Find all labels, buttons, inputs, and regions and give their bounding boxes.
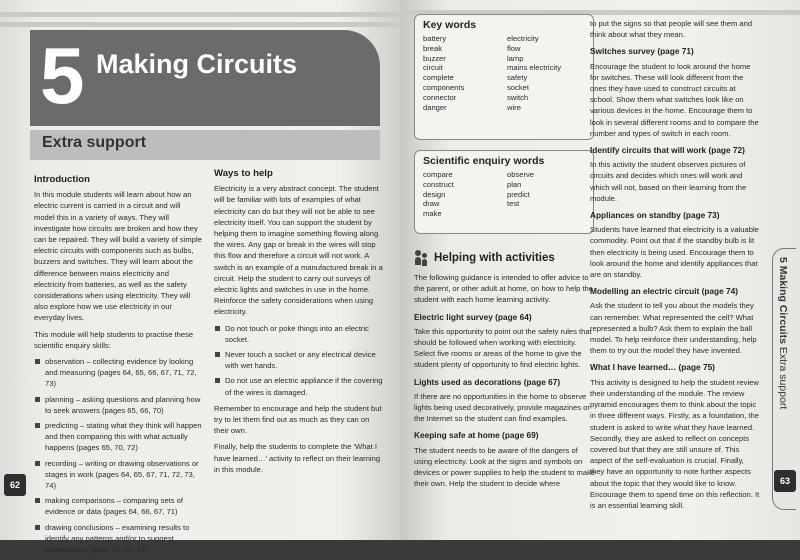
activity-heading: What I have learned… (page 75) — [590, 362, 715, 373]
introduction-paragraph: In this module students will learn about how an electric current is carried in a circuit and will model this in a variety of ways. They will investigate how circuits are broken and how they can be repaired. They will build a variety of simple electric circuits with components such as bulbs, buzzers and switches. They will learn about the difference between mains electricity and electricity from batteries, as well as the safety considerations when using electricity. They will also explore how we use electricity in our everyday lives. — [34, 190, 202, 323]
activity-heading: Switches survey (page 71) — [590, 46, 694, 57]
key-word: circuit — [423, 63, 443, 73]
enquiry-word: draw — [423, 199, 440, 209]
activity-heading: Electric light survey (page 64) — [414, 311, 532, 322]
activity-body: If there are no opportunities in the home to observe lights being used decoratively, provide magazines or the Internet so the student can find examples. — [414, 391, 590, 424]
key-word: switch — [507, 92, 529, 102]
list-item: drawing conclusions – examining results to identify any patterns and/or to suggest explanations (page 64, 65, 71) — [34, 522, 202, 556]
helping-column — [414, 272, 596, 494]
key-word: electricity — [507, 34, 539, 43]
helping-intro: The following guidance is intended to offer advice to the parent, or other adult at home, on how to help the student with each home learning activity. — [414, 273, 593, 305]
key-words-box — [414, 14, 594, 140]
key-word: buzzer — [423, 53, 446, 63]
key-word: connector — [423, 92, 457, 102]
section-band — [30, 130, 380, 160]
enquiry-word: compare — [423, 170, 453, 179]
right-page — [400, 0, 800, 540]
key-word: break — [423, 43, 442, 53]
enquiry-word: test — [507, 199, 520, 209]
left-page — [0, 0, 400, 555]
key-words-grid — [423, 34, 585, 112]
enquiry-word: construct — [423, 179, 454, 189]
activity-heading: Appliances on standby (page 73) — [590, 210, 720, 221]
ways-paragraph: Remember to encourage and help the student but try to let them find out as much as they can on their own. — [214, 403, 382, 436]
activity-body: to put the signs so that people will see them and think about what they mean. — [590, 19, 753, 40]
list-item: Never touch a socket or any electrical device with wet hands. — [214, 349, 384, 371]
side-tab-sub: Extra support — [777, 346, 789, 410]
enquiry-word: plan — [507, 179, 522, 189]
page-number-left: 62 — [4, 474, 26, 496]
safety-list — [214, 323, 384, 398]
enquiry-words-title: Scientific enquiry words — [423, 155, 545, 167]
activity-body: This activity is designed to help the student review their understanding of the module. The review pyramid encourages them to think about the topic in three different ways. Firstly, as a foundation, the student is asked to write what they have learned. Secondly, they are asked to reflect on concepts covered but that they are still unsure of. This aspect of the self-evaluation is crucial. Finally, they have an opportunity to note further aspects about the topic that they would like to know. Encourage them to spend time on this reflection. It is an essential learning skill. — [590, 377, 760, 510]
activity-heading: Keeping safe at home (page 69) — [414, 430, 539, 441]
activity-body: Take this opportunity to point out the safety rules that should be followed when working with electricity. Select five rooms or areas of the home to give the student plenty of opportunity to find electric lights. — [414, 326, 592, 370]
list-item: observation – collecting evidence by looking and measuring (pages 64, 65, 66, 67, 71, 72, 73) — [34, 356, 202, 390]
list-item: Do not touch or poke things into an electric socket. — [214, 323, 384, 345]
key-word: lamp — [507, 53, 524, 63]
helping-heading-row — [414, 250, 555, 266]
top-rule — [0, 22, 400, 27]
key-words-col-1 — [423, 34, 507, 112]
ways-to-help-heading: Ways to help — [214, 168, 273, 179]
enquiry-words-grid — [423, 170, 585, 219]
enquiry-skills-list — [34, 356, 202, 555]
key-word: complete — [423, 73, 454, 83]
key-words-title: Key words — [423, 19, 477, 31]
list-item: making comparisons – comparing sets of evidence or data (pages 64, 66, 67, 71) — [34, 495, 202, 517]
key-word: wire — [507, 102, 521, 112]
ways-paragraph: Finally, help the students to complete the 'What I have learned…' activity to reflect on their learning in this module. — [214, 442, 381, 474]
enquiry-words-col-2 — [507, 170, 585, 219]
key-word: components — [423, 82, 465, 92]
activity-body: Students have learned that electricity is a valuable commodity. Point out that if the standby bulb is lit then electricity is being used. Encourage them to look around the home and identify appliances that are on standby. — [590, 225, 759, 280]
enquiry-word: predict — [507, 189, 530, 199]
key-word: flow — [507, 43, 521, 53]
chapter-banner — [30, 30, 380, 126]
ways-to-help-column — [214, 166, 384, 480]
chapter-number: 5 — [40, 31, 85, 120]
key-word: mains electricity — [507, 63, 562, 73]
activity-heading: Lights used as decorations (page 67) — [414, 376, 561, 387]
side-tab-label — [777, 257, 789, 409]
enquiry-word: design — [423, 189, 446, 199]
activity-body: Encourage the student to look around the home for switches. These will look different from the ones they have used to construct circuits at school. Show them what switches look like on various devices in the home. Encourage them to look in several different rooms and to compare the number and types of switch in each room. — [590, 61, 759, 138]
activity-heading: Identify circuits that will work (page 72) — [590, 145, 745, 156]
top-rule — [0, 12, 400, 17]
people-icon — [414, 250, 428, 266]
enquiry-word: observe — [507, 170, 535, 179]
key-words-col-2 — [507, 34, 585, 112]
key-word: battery — [423, 34, 447, 43]
section-title: Extra support — [42, 134, 147, 151]
activity-body: The student needs to be aware of the dangers of using electricity. Look at the signs and symbols on devices or power supplies to help the student to make their own. Help the student to decide where — [414, 445, 596, 489]
key-word: socket — [507, 82, 529, 92]
chapter-title: Making Circuits — [96, 49, 298, 79]
list-item: Do not use an electric appliance if the covering of the wires is damaged. — [214, 375, 384, 397]
enquiry-words-col-1 — [423, 170, 507, 219]
introduction-column — [34, 172, 202, 560]
activity-heading: Modelling an electric circuit (page 74) — [590, 286, 738, 297]
list-item: planning – asking questions and planning how to seek answers (pages 65, 66, 70) — [34, 394, 202, 416]
enquiry-word: make — [423, 209, 442, 219]
activities-column — [590, 18, 760, 516]
page-number-right: 63 — [774, 470, 796, 492]
enquiry-words-box — [414, 150, 594, 234]
helping-title: Helping with activities — [434, 252, 555, 264]
side-tab-main: 5 Making Circuits — [777, 257, 789, 344]
activity-body: In this activity the student observes pictures of circuits and decides which ones will work and which will not, based on their learning from the module. — [590, 160, 747, 203]
ways-paragraph: Electricity is a very abstract concept. The student will be familiar with lots of examples of what electricity can do but they will not be able to see electricity itself. You can support the student by helping them to imagine something flowing along the wires. Any gap or break in the wires will stop this flow and therefore a circuit will not work. A switch is an example of a manufactured break in a circuit. Help the student to carry out surveys of electric lights and switches in use in the home. Reinforce the safety considerations when using electricity. — [214, 184, 383, 317]
key-word: safety — [507, 73, 528, 83]
list-item: predicting – stating what they think will happen and then comparing this with what actually happens (pages 65, 70, 72) — [34, 420, 202, 454]
enquiry-skills-intro: This module will help students to practise these scientific enquiry skills: — [34, 329, 194, 350]
activity-body: Ask the student to tell you about the models they can remember. What represented the cell? What represented a bulb? Ask them to explain the ball model. To help reinforce their understanding, help them to try out the model they have invented. — [590, 301, 757, 356]
key-word: danger — [423, 102, 447, 112]
list-item: recording – writing or drawing observations or stages in work (pages 64, 65, 67, 71, 72, 73, 74) — [34, 458, 202, 492]
introduction-heading: Introduction — [34, 174, 90, 185]
